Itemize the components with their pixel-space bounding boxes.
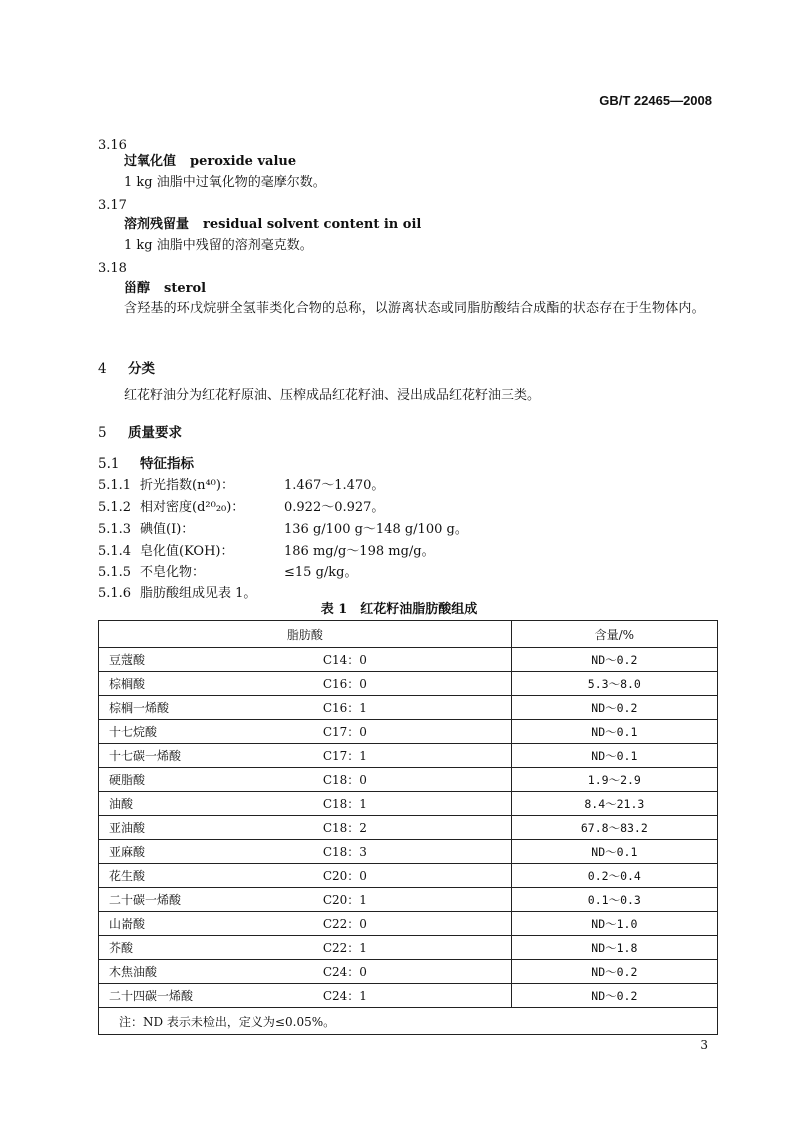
- table-row: [99, 984, 718, 1008]
- fatty-acid-code: C22：0: [305, 912, 511, 936]
- fatty-acid-name: 棕榈酸: [99, 672, 305, 696]
- term-en: peroxide value: [190, 154, 297, 169]
- fatty-acid-code: C14：0: [305, 648, 511, 672]
- table-row: [99, 936, 718, 960]
- fatty-acid-code: C18：0: [305, 768, 511, 792]
- spec-label: 折光指数(n⁴⁰)：: [140, 478, 234, 493]
- fatty-acid-code: C18：2: [305, 816, 511, 840]
- spec-row: [98, 518, 468, 537]
- fatty-acid-code: C24：0: [305, 960, 511, 984]
- fatty-acid-name: 豆蔻酸: [99, 648, 305, 672]
- fatty-acid-name: 十七烷酸: [99, 720, 305, 744]
- table-row: [99, 960, 718, 984]
- fatty-acid-name: 花生酸: [99, 864, 305, 888]
- spec-label: 碘值(I)：: [140, 522, 195, 537]
- fatty-acid-name: 亚油酸: [99, 816, 305, 840]
- term-zh: 甾醇: [124, 281, 151, 296]
- spec-number: 5.1.5: [98, 565, 132, 580]
- table-row: [99, 888, 718, 912]
- spec-number: 5.1.6: [98, 586, 132, 601]
- table-row: [99, 744, 718, 768]
- section-title: 分类: [128, 361, 155, 377]
- table-row: [99, 792, 718, 816]
- fatty-acid-content: ND～0.2: [511, 696, 717, 720]
- fatty-acid-name: 硬脂酸: [99, 768, 305, 792]
- spec-row: [98, 474, 384, 493]
- table-row: [99, 816, 718, 840]
- table-row: [99, 840, 718, 864]
- table-row: [99, 864, 718, 888]
- fatty-acid-content: ND～0.2: [511, 648, 717, 672]
- fatty-acid-code: C18：3: [305, 840, 511, 864]
- fatty-acid-name: 二十碳一烯酸: [99, 888, 305, 912]
- fatty-acid-content: 0.2～0.4: [511, 864, 717, 888]
- section-number: 5: [98, 425, 107, 441]
- spec-value: 0.922～0.927。: [284, 500, 385, 515]
- fatty-acid-content: ND～0.1: [511, 744, 717, 768]
- table-note: 注：ND 表示未检出，定义为≤0.05%。: [99, 1008, 718, 1035]
- fatty-acid-code: C17：0: [305, 720, 511, 744]
- spec-value: 186 mg/g～198 mg/g。: [284, 544, 435, 559]
- spec-value: 1.467～1.470。: [284, 478, 385, 493]
- fatty-acid-content: ND～0.1: [511, 840, 717, 864]
- fatty-acid-content: ND～0.1: [511, 720, 717, 744]
- subsection-title: 特征指标: [140, 456, 194, 472]
- fatty-acid-name: 二十四碳一烯酸: [99, 984, 305, 1008]
- fatty-acid-content: ND～1.0: [511, 912, 717, 936]
- term-zh: 过氧化值: [124, 154, 177, 169]
- header-fatty-acid: 脂肪酸: [99, 621, 512, 648]
- fatty-acid-table: [98, 620, 718, 1035]
- fatty-acid-name: 油酸: [99, 792, 305, 816]
- section-heading: [98, 357, 155, 377]
- spec-number: 5.1.3: [98, 522, 132, 537]
- fatty-acid-code: C24：1: [305, 984, 511, 1008]
- fatty-acid-code: C16：0: [305, 672, 511, 696]
- term-en: sterol: [164, 281, 207, 296]
- spec-row: [98, 540, 435, 559]
- fatty-acid-content: ND～0.2: [511, 960, 717, 984]
- spec-label: 脂肪酸组成见表 1。: [140, 586, 257, 601]
- standard-id: GB/T 22465—2008: [599, 93, 712, 108]
- term-number: 3.16: [98, 138, 127, 153]
- section-number: 4: [98, 361, 107, 377]
- spec-label: 皂化值(KOH)：: [140, 544, 234, 559]
- subsection-number: 5.1: [98, 456, 120, 472]
- term-definition: 1 kg 油脂中过氧化物的毫摩尔数。: [124, 175, 326, 190]
- table-row: [99, 672, 718, 696]
- fatty-acid-content: 8.4～21.3: [511, 792, 717, 816]
- term-definition: 含羟基的环戊烷骈全氢菲类化合物的总称，以游离状态或同脂肪酸结合成酯的状态存在于生物体内。: [124, 301, 705, 316]
- spec-number: 5.1.1: [98, 478, 132, 493]
- fatty-acid-content: 1.9～2.9: [511, 768, 717, 792]
- section-title: 质量要求: [128, 425, 182, 441]
- table-row: [99, 696, 718, 720]
- fatty-acid-content: ND～1.8: [511, 936, 717, 960]
- table-note-row: [99, 1008, 718, 1035]
- table-caption: 表 1 红花籽油脂肪酸组成: [320, 602, 478, 617]
- term-heading: [124, 154, 296, 170]
- table-row: [99, 912, 718, 936]
- term-heading: [124, 217, 421, 233]
- spec-label: 不皂化物：: [140, 565, 206, 580]
- term-number: 3.18: [98, 261, 127, 276]
- fatty-acid-code: C16：1: [305, 696, 511, 720]
- subsection-heading: [98, 452, 194, 472]
- spec-row: [98, 561, 357, 580]
- fatty-acid-name: 亚麻酸: [99, 840, 305, 864]
- spec-number: 5.1.4: [98, 544, 132, 559]
- term-en: residual solvent content in oil: [203, 217, 422, 232]
- fatty-acid-code: C18：1: [305, 792, 511, 816]
- table-body: [99, 648, 718, 1008]
- header-content: 含量/%: [511, 621, 717, 648]
- fatty-acid-code: C17：1: [305, 744, 511, 768]
- fatty-acid-code: C20：0: [305, 864, 511, 888]
- table-header-row: [99, 621, 718, 648]
- term-number: 3.17: [98, 198, 127, 213]
- spec-row: [98, 496, 384, 515]
- spec-number: 5.1.2: [98, 500, 132, 515]
- section-text: 红花籽油分为红花籽原油、压榨成品红花籽油、浸出成品红花籽油三类。: [124, 388, 541, 403]
- fatty-acid-name: 木焦油酸: [99, 960, 305, 984]
- table-row: [99, 768, 718, 792]
- term-heading: [124, 281, 206, 297]
- term-definition: 1 kg 油脂中残留的溶剂毫克数。: [124, 238, 313, 253]
- fatty-acid-name: 十七碳一烯酸: [99, 744, 305, 768]
- table-row: [99, 720, 718, 744]
- spec-value: ≤15 g/kg。: [284, 565, 358, 580]
- fatty-acid-content: ND～0.2: [511, 984, 717, 1008]
- fatty-acid-content: 5.3～8.0: [511, 672, 717, 696]
- term-zh: 溶剂残留量: [124, 217, 190, 232]
- fatty-acid-content: 0.1～0.3: [511, 888, 717, 912]
- section-heading: [98, 421, 182, 441]
- fatty-acid-name: 棕榈一烯酸: [99, 696, 305, 720]
- fatty-acid-code: C20：1: [305, 888, 511, 912]
- page-number: 3: [700, 1038, 708, 1052]
- fatty-acid-content: 67.8～83.2: [511, 816, 717, 840]
- fatty-acid-name: 山嵛酸: [99, 912, 305, 936]
- table-row: [99, 648, 718, 672]
- spec-label: 相对密度(d²⁰₂₀)：: [140, 500, 245, 515]
- fatty-acid-name: 芥酸: [99, 936, 305, 960]
- fatty-acid-code: C22：1: [305, 936, 511, 960]
- spec-value: 136 g/100 g～148 g/100 g。: [284, 522, 468, 537]
